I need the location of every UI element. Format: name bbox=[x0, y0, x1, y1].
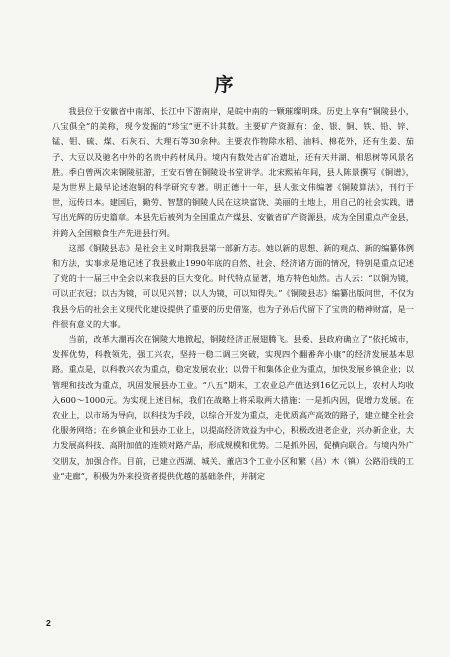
page-title: 序 bbox=[214, 74, 236, 96]
paragraph: 当前，改革大潮再次在铜陵大地掀起，铜陵经济正展翅腾飞。县委、县政府确立了“依托城市，发挥优势，科教领先，强工兴农，坚持一稳二调三突破，实现四个翻番奔小康”的经济发展基本思路。重点是，以科教兴农为重点，稳定发展农业；以骨干和集体企业为重点，加快发展乡镇企业；以管理和技改为重点，巩固发展县办工业。“八五”期末，工农业总产值达到16亿元以上，农村人均收入600～1000元。为实现上述目标，我们在战略上将采取两大措施：一是抓内因，促增力发展。在农业上，以市场为导向，以科技为手段，以综合开发为重点，走优质高产高效的路子，建立健全社会化服务网络；在乡镇企业和县办工业上，以提高经济效益为中心，积极改进老企业，兴办新企业，大力发展高科技、高附加值的连锁对路产品，形成规模和优势。二是抓外因，促横向联合。与境内外广交朋友，加强合作。目前，已建立西湖、城关、董店3个工业小区和繁（昌）木（镇）公路沿线的工业“走廊”，积极为外来投资者提供优越的基础条件，并制定 bbox=[52, 334, 414, 481]
paragraph: 这部《铜陵县志》是社会主义时期我县第一部新方志。她以新的思想、新的观点、新的编纂体例和方法，实事求是地记述了我县截止1990年底的自然、社会、经济诸方面的情况，特别是重点记述了党的十一届三中全会以来我县的巨大变化。时代特点显著，地方特色灿然。古人云：“以铜为镜，可以正衣冠；以古为镜，可以见兴替；以人为镜，可以知得失。”《铜陵县志》编纂出版问世，不仅为我县今后的社会主义现代化建设提供了重要的历史借鉴，也为子孙后代留下了宝贵的精神财富，是一件很有意义的大事。 bbox=[52, 242, 414, 329]
page-number: 2 bbox=[46, 618, 51, 628]
body-text bbox=[52, 104, 414, 484]
paragraph: 我县位于安徽省中南部、长江中下游南岸，是皖中南的一颗璀璨明珠。历史上享有“铜陵县小，八宝俱全”的美称，现今发掘的“珍宝”更不计其数。主要矿产资源有：金、银、铜、铁、铅、锌、锰、钼、硫、煤、石灰石、大理石等30余种。主要农作物除水稻、油料、棉花外，还有生姜、茄子、大豆以及驰名中外的名贵中药材凤丹。境内有数处古矿冶遗址，还有天井湖、相思树等风景名胜。季白曾两次来铜陵驻游，王安石曾在铜陵设书堂讲学。北宋熙祐年间，县人陈景撰写《铜谱》，是为世界上最早论述泡铜的科学研究专著。明正德十一年，县人张文伟编著《铜陵算法》，刊行于世，远传日本。建国后，勤劳、智慧的铜陵人民在这块富饶、美丽的土地上，用自己的社会实践，谱写出光辉的历史篇章。本县先后被列为全国重点产煤县、安徽省矿产资源县，成为全国重点产金县，并跨入全国粮食生产先进县行列。 bbox=[52, 106, 414, 238]
